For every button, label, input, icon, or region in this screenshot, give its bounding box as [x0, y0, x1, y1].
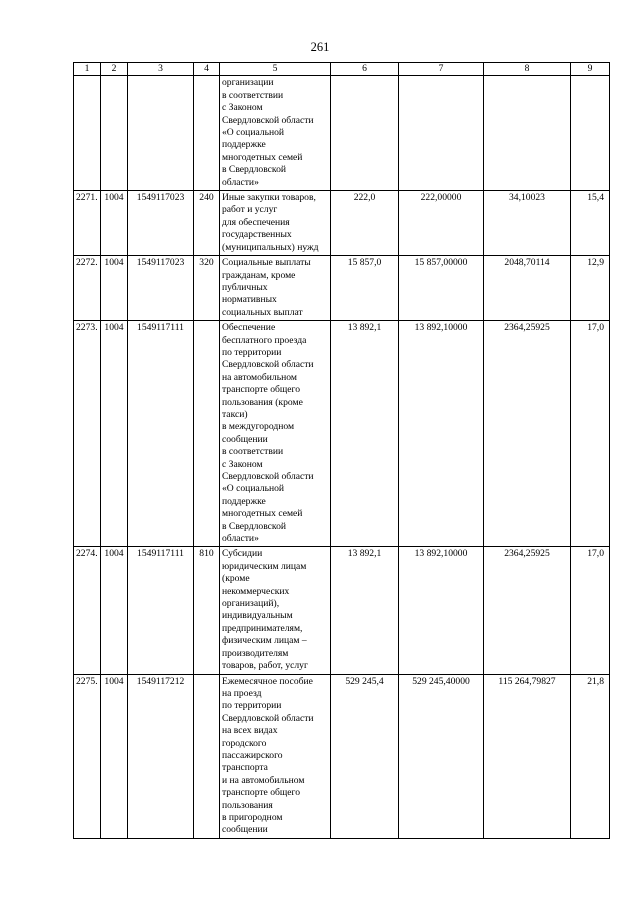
table-header-row [74, 63, 610, 76]
approved-amount [399, 76, 484, 191]
executed-amount: 115 264,79827 [484, 674, 571, 838]
target-article-code: 1549117212 [128, 674, 194, 838]
approved-amount: 222,00000 [399, 191, 484, 256]
target-article-code: 1549117111 [128, 547, 194, 674]
planned-amount: 13 892,1 [331, 547, 399, 674]
approved-amount: 13 892,10000 [399, 547, 484, 674]
row-number: 2272. [74, 256, 101, 321]
column-header: 5 [220, 63, 331, 76]
executed-amount [484, 76, 571, 191]
planned-amount: 15 857,0 [331, 256, 399, 321]
planned-amount: 222,0 [331, 191, 399, 256]
execution-percent: 21,8 [571, 674, 610, 838]
executed-amount: 2364,25925 [484, 547, 571, 674]
item-description: организации в соответствии с Законом Свердловской области «О социальной поддержке многодетных семей в Свердловской области» [220, 76, 331, 191]
row-number [74, 76, 101, 191]
column-header: 6 [331, 63, 399, 76]
row-number: 2275. [74, 674, 101, 838]
page-number: 261 [310, 40, 330, 54]
approved-amount: 529 245,40000 [399, 674, 484, 838]
expense-type-code: 240 [194, 191, 220, 256]
column-header: 4 [194, 63, 220, 76]
column-header: 2 [101, 63, 128, 76]
item-description: Обеспечение бесплатного проезда по территории Свердловской области на автомобильном транспорте общего пользования (кроме такси) в междугородном сообщении в соответствии с Законом Свердловской области «О социальной поддержке многодетных семей в Свердловской области» [220, 321, 331, 547]
section-code: 1004 [101, 321, 128, 547]
execution-percent: 17,0 [571, 547, 610, 674]
target-article-code [128, 76, 194, 191]
row-number: 2271. [74, 191, 101, 256]
section-code: 1004 [101, 191, 128, 256]
item-description: Ежемесячное пособие на проезд по территории Свердловской области на всех видах городского пассажирского транспорта и на автомобильном транспорте общего пользования в пригородном сообщении [220, 674, 331, 838]
row-number: 2274. [74, 547, 101, 674]
item-description: Социальные выплаты гражданам, кроме публичных нормативных социальных выплат [220, 256, 331, 321]
expense-type-code: 320 [194, 256, 220, 321]
expense-type-code: 810 [194, 547, 220, 674]
table-row [74, 76, 610, 191]
column-header: 3 [128, 63, 194, 76]
column-header: 8 [484, 63, 571, 76]
row-number: 2273. [74, 321, 101, 547]
expense-type-code [194, 76, 220, 191]
execution-percent: 17,0 [571, 321, 610, 547]
item-description: Иные закупки товаров, работ и услуг для обеспечения государственных (муниципальных) нужд [220, 191, 331, 256]
table-row [74, 191, 610, 256]
table-row [74, 547, 610, 674]
table-row [74, 256, 610, 321]
section-code: 1004 [101, 547, 128, 674]
budget-table [73, 62, 610, 839]
section-code: 1004 [101, 674, 128, 838]
planned-amount: 13 892,1 [331, 321, 399, 547]
column-header: 1 [74, 63, 101, 76]
expense-type-code [194, 321, 220, 547]
table-row [74, 321, 610, 547]
target-article-code: 1549117111 [128, 321, 194, 547]
execution-percent [571, 76, 610, 191]
section-code: 1004 [101, 256, 128, 321]
column-header: 7 [399, 63, 484, 76]
executed-amount: 34,10023 [484, 191, 571, 256]
expense-type-code [194, 674, 220, 838]
planned-amount: 529 245,4 [331, 674, 399, 838]
executed-amount: 2048,70114 [484, 256, 571, 321]
table-row [74, 674, 610, 838]
target-article-code: 1549117023 [128, 191, 194, 256]
executed-amount: 2364,25925 [484, 321, 571, 547]
column-header: 9 [571, 63, 610, 76]
approved-amount: 13 892,10000 [399, 321, 484, 547]
item-description: Субсидии юридическим лицам (кроме некоммерческих организаций), индивидуальным предпринимателям, физическим лицам – производителям товаров, работ, услуг [220, 547, 331, 674]
target-article-code: 1549117023 [128, 256, 194, 321]
execution-percent: 12,9 [571, 256, 610, 321]
approved-amount: 15 857,00000 [399, 256, 484, 321]
execution-percent: 15,4 [571, 191, 610, 256]
section-code [101, 76, 128, 191]
planned-amount [331, 76, 399, 191]
